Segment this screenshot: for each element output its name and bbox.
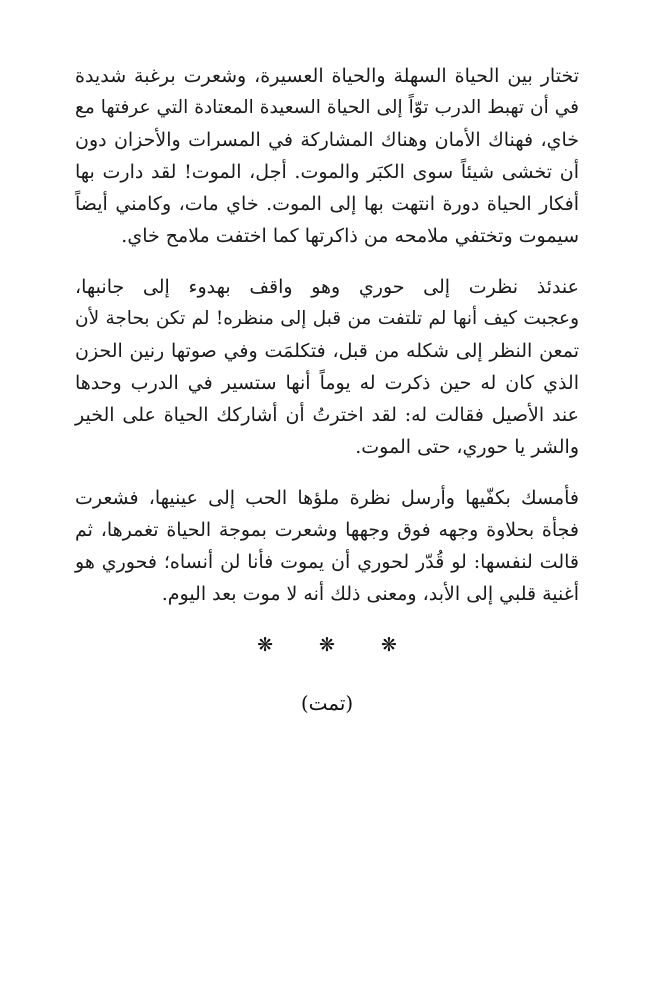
section-separator: ❋ ❋ ❋ xyxy=(257,634,417,656)
text-line: أفكار الحياة دورة انتهت بها إلى الموت. خاي مات، وكامني أيضاً xyxy=(75,193,579,215)
text-line: عند الأصيل فقالت له: لقد اخترتُ أن أشاركك الحياة على الخير xyxy=(75,404,579,426)
text-line: تختار بين الحياة السهلة والحياة العسيرة، وشعرت برغبة شديدة xyxy=(75,65,579,87)
text-line: فجأة بحلاوة وجهه فوق وجهها وشعرت بموجة الحياة تغمرها، ثم xyxy=(75,519,579,541)
paragraph-1 xyxy=(75,60,579,252)
paragraph-3 xyxy=(75,482,579,610)
text-line: قالت لنفسها: لو قُدّر لحوري أن يموت فأنا لن أنساه؛ فحوري هو xyxy=(75,551,579,573)
paragraph-2 xyxy=(75,271,579,463)
text-line: تمعن النظر إلى شكله من قبل، فتكلمَت وفي صوتها رنين الحزن xyxy=(75,340,579,362)
text-line: أغنية قلبي إلى الأبد، ومعنى ذلك أنه لا موت بعد اليوم. xyxy=(161,583,579,605)
text-line: أن تخشى شيئاً سوى الكبَر والموت. أجل، الموت! لقد دارت بها xyxy=(75,161,579,183)
text-line: والشر يا حوري، حتى الموت. xyxy=(355,436,579,458)
text-line: وعجبت كيف أنها لم تلتفت من قبل إلى منظره! لم تكن بحاجة لأن xyxy=(75,308,579,329)
text-line: الذي كان له حين ذكرت له يوماً أنها ستسير في الدرب وحدها xyxy=(75,372,579,394)
text-line: خاي، فهناك الأمان وهناك المشاركة في المسرات والأحزان دون xyxy=(75,129,579,151)
paragraph-spacer xyxy=(75,463,579,482)
text-line: في أن تهبط الدرب توّاً إلى الحياة السعيدة المعتادة التي عرفتها مع xyxy=(75,97,579,118)
paragraph-spacer xyxy=(75,252,579,271)
text-line: فأمسك بكفّيها وأرسل نظرة ملؤها الحب إلى عينيها، فشعرت xyxy=(75,487,579,509)
ending-mark: (تمت) xyxy=(300,691,354,715)
text-line: عندئذ نظرت إلى حوري وهو واقف بهدوء إلى جانبها، xyxy=(75,276,579,298)
text-line: سيموت وتختفي ملامحه من ذاكرتها كما اختفت ملامح خاي. xyxy=(121,225,579,247)
book-page xyxy=(75,60,579,718)
